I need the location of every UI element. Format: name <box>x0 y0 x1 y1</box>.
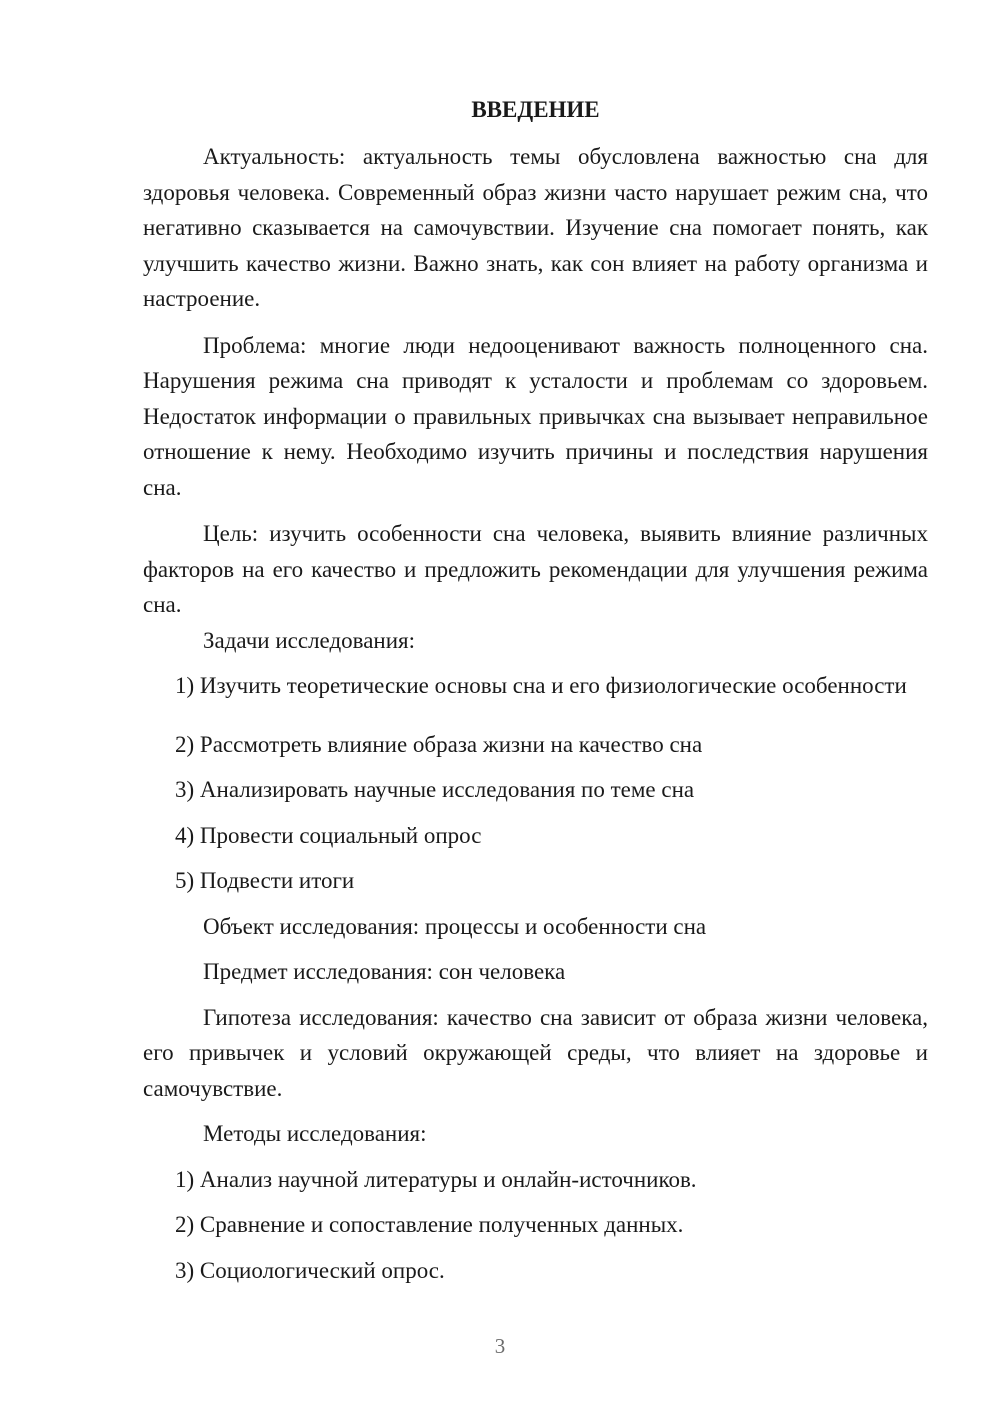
method-item: 3) Социологический опрос. <box>175 1257 445 1283</box>
task-item: 1) Изучить теоретические основы сна и его физиологические особенности <box>175 673 907 698</box>
subject-line: Предмет исследования: сон человека <box>203 959 566 984</box>
tasks-heading: Задачи исследования: <box>203 627 416 653</box>
methods-heading: Методы исследования: <box>203 1121 427 1146</box>
task-item: 3) Анализировать научные исследования по теме сна <box>175 777 695 802</box>
page-title: ВВЕДЕНИЕ <box>471 97 600 122</box>
hypothesis-paragraph: Гипотеза исследования: качество сна зависит от образа жизни человека, его привычек и условий окружающей среды, что влияет на здоровье и самочувствие. <box>143 1004 928 1101</box>
document-page <box>143 92 928 1288</box>
goal-paragraph: Цель: изучить особенности сна человека, выявить влияние различных факторов на его качество и предложить рекомендации для улучшения режима сна. <box>143 521 928 617</box>
page-number: 3 <box>494 1334 506 1358</box>
problem-paragraph: Проблема: многие люди недооценивают важность полноценного сна. Нарушения режима сна приводят к усталости и проблемам со здоровьем. Недостаток информации о правильных привычках сна вызывает неправильное отношение к нему. Необходимо изучить причины и последствия нарушения сна. <box>143 332 928 500</box>
method-item: 1) Анализ научной литературы и онлайн-источников. <box>175 1166 697 1192</box>
relevance-paragraph: Актуальность: актуальность темы обусловлена важностью сна для здоровья человека. Современный образ жизни часто нарушает режим сна, что негативно сказывается на самочувствии. Изучение сна помогает понять, как улучшить качество жизни. Важно знать, как сон влияет на работу организма и настроение. <box>143 144 928 311</box>
task-item: 5) Подвести итоги <box>175 868 355 893</box>
object-line: Объект исследования: процессы и особенности сна <box>203 913 707 939</box>
method-item: 2) Сравнение и сопоставление полученных данных. <box>175 1212 684 1237</box>
task-item: 2) Рассмотреть влияние образа жизни на качество сна <box>175 731 703 757</box>
task-item: 4) Провести социальный опрос <box>175 822 482 848</box>
